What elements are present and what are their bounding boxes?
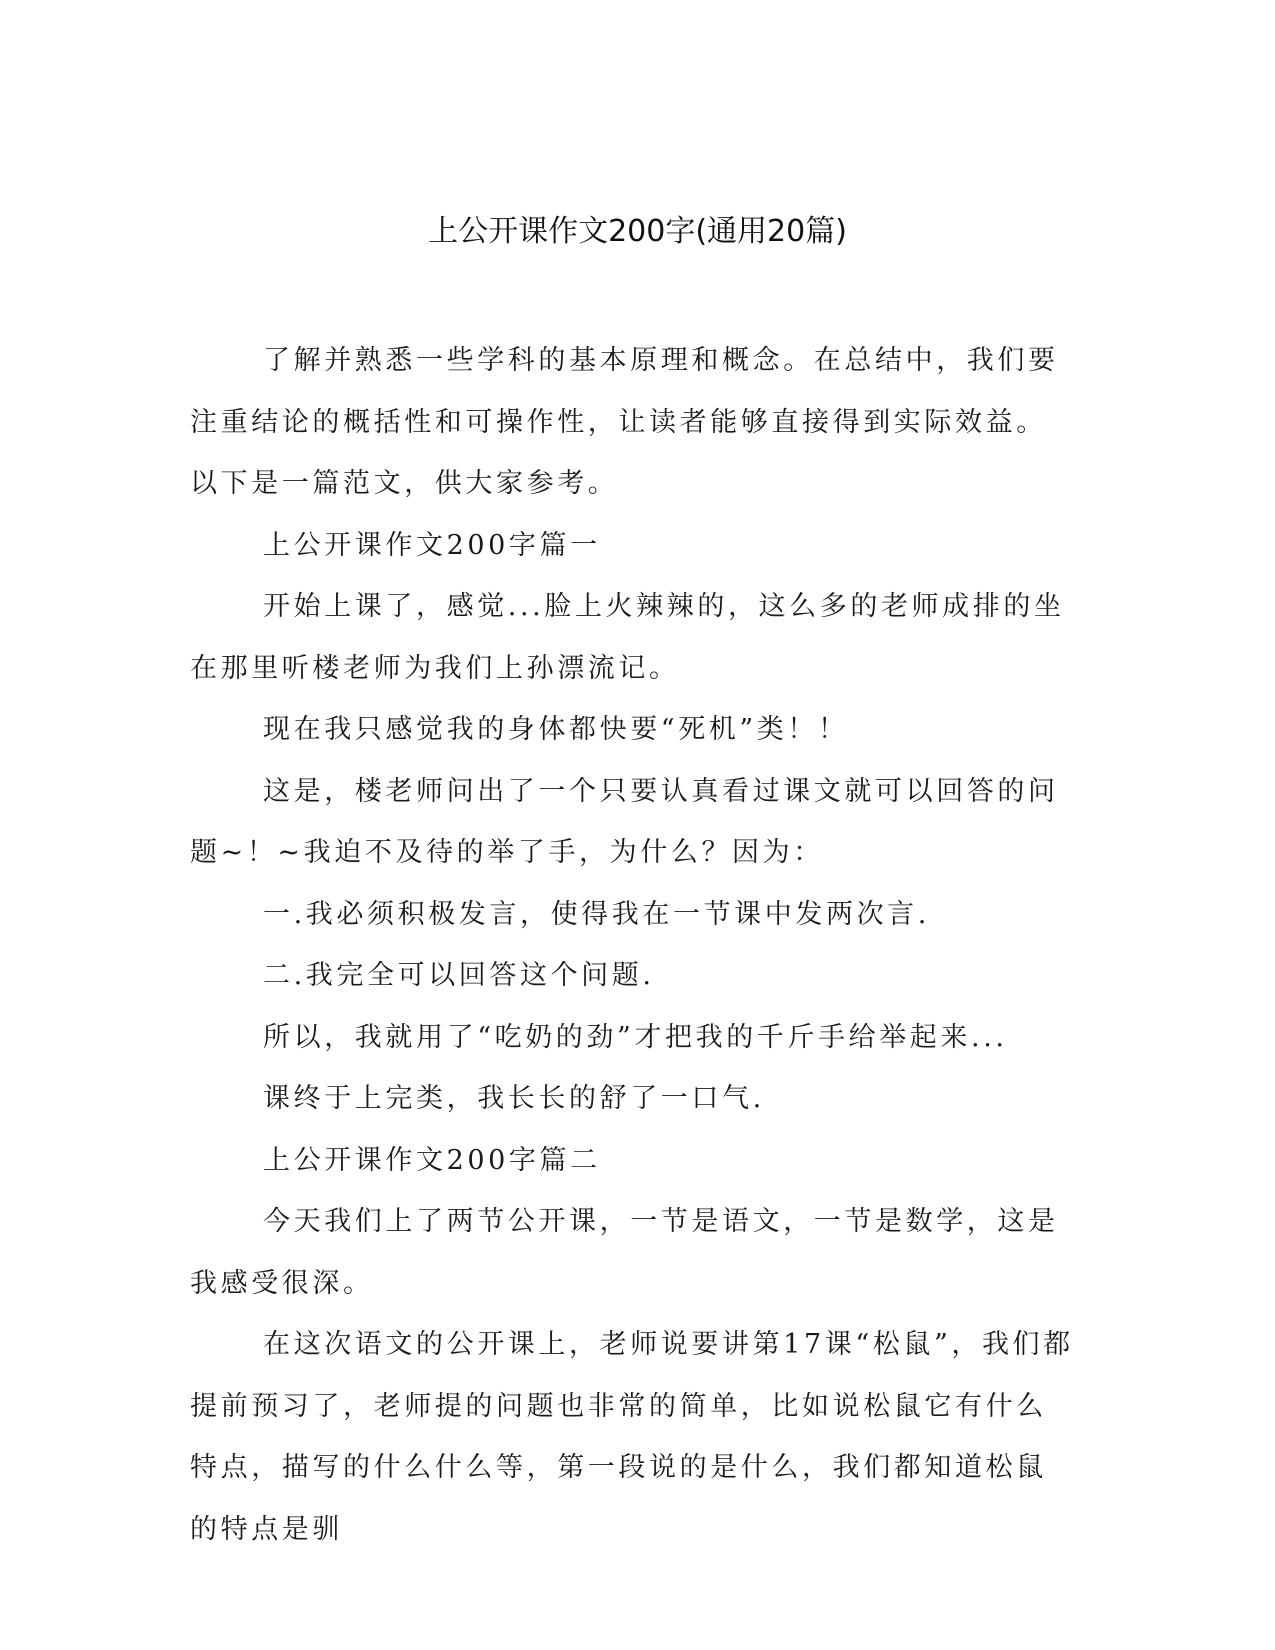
paragraph: 在这次语文的公开课上，老师说要讲第17课“松鼠”，我们都提前预习了，老师提的问题也非常的简单，比如说松鼠它有什么特点，描写的什么什么等，第一段说的是什么，我们都知道松鼠的特点是驯	[190, 1329, 1074, 1545]
paragraph: 所以，我就用了“吃奶的劲”才把我的千斤手给举起来...	[263, 1021, 1008, 1053]
paragraph: 开始上课了，感觉...脸上火辣辣的，这么多的老师成排的坐在那里听楼老师为我们上孙漂流记。	[190, 591, 1065, 684]
section-heading-1: 上公开课作文200字篇一	[263, 529, 601, 561]
document-body	[190, 330, 1075, 1560]
paragraph-intro: 了解并熟悉一些学科的基本原理和概念。在总结中，我们要注重结论的概括性和可操作性，让读者能够直接得到实际效益。以下是一篇范文，供大家参考。	[190, 345, 1059, 499]
section-heading-2: 上公开课作文200字篇二	[263, 1144, 601, 1176]
document-title: 上公开课作文200字(通用20篇)	[428, 214, 847, 249]
paragraph: 二.我完全可以回答这个问题.	[263, 960, 655, 991]
paragraph: 现在我只感觉我的身体都快要“死机”类！！	[263, 714, 849, 745]
paragraph: 今天我们上了两节公开课，一节是语文，一节是数学，这是我感受很深。	[190, 1206, 1059, 1299]
paragraph: 一.我必须积极发言，使得我在一节课中发两次言.	[263, 898, 930, 930]
paragraph: 这是，楼老师问出了一个只要认真看过课文就可以回答的问题~！~我迫不及待的举了手，为什么？因为：	[190, 775, 1059, 868]
paragraph: 课终于上完类，我长长的舒了一口气.	[263, 1083, 765, 1114]
